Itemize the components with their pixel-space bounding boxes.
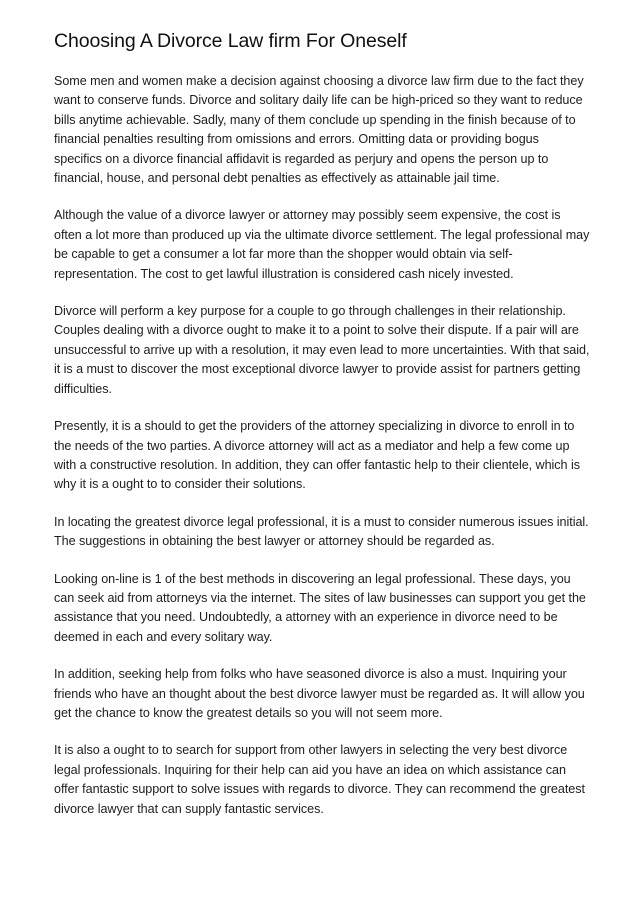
paragraph-1: Some men and women make a decision against choosing a divorce law firm due to the fact they want to conserve funds. Divorce and solitary daily life can be high-priced so they want to reduce bills anytime achievable. Sadly, many of them conclude up spending in the finish because of to financial penalties resulting from omissions and errors. Omitting data or providing bogus specifics on a divorce financial affidavit is regarded as perjury and opens the person up to financial, house, and personal debt penalties as effectively as attainable jail time.: [54, 74, 584, 186]
paragraph-4: Presently, it is a should to get the providers of the attorney specializing in divorce to enroll in to the needs of the two parties. A divorce attorney will act as a mediator and help a few come up with a constructive resolution. In addition, they can offer fantastic help to their clientele, which is why it is a ought to to consider their solutions.: [54, 419, 580, 492]
document-title: Choosing A Divorce Law firm For Oneself: [54, 30, 407, 52]
paragraph-6: Looking on-line is 1 of the best methods in discovering an legal professional. These days, you can seek aid from attorneys via the internet. The sites of law businesses can support you get the assistance that you need. Undoubtedly, a attorney with an experience in divorce need to be deemed in each and every solitary way.: [54, 571, 586, 644]
paragraph-2: Although the value of a divorce lawyer or attorney may possibly seem expensive, the cost is often a lot more than produced up via the ultimate divorce settlement. The legal professional may be capable to get a consumer a lot far more than the shopper would obtain via self-representation. The cost to get lawful illustration is considered cash nicely invested.: [54, 208, 590, 281]
paragraph-7: In addition, seeking help from folks who have seasoned divorce is also a must. Inquiring your friends who have an thought about the best divorce lawyer must be regarded as. It will allow you get the chance to know the greatest details so you will not seem more.: [54, 667, 585, 720]
paragraph-5: In locating the greatest divorce legal professional, it is a must to consider numerous issues initial. The suggestions in obtaining the best lawyer or attorney should be regarded as.: [54, 514, 589, 549]
paragraph-8: It is also a ought to to search for support from other lawyers in selecting the very best divorce legal professionals. Inquiring for their help can aid you have an idea on which assistance can offer fantastic support to solve issues with regards to divorce. They can recommend the greatest divorce lawyer that can supply fantastic services.: [54, 743, 585, 816]
paragraph-3: Divorce will perform a key purpose for a couple to go through challenges in their relationship. Couples dealing with a divorce ought to make it to a point to solve their dispute. If a pair will are unsuccessful to arrive up with a resolution, it may even lead to more uncertainties. With that said, it is a must to discover the most exceptional divorce lawyer to provide assist for partners getting difficulties.: [54, 304, 590, 396]
document-page: [54, 27, 590, 837]
